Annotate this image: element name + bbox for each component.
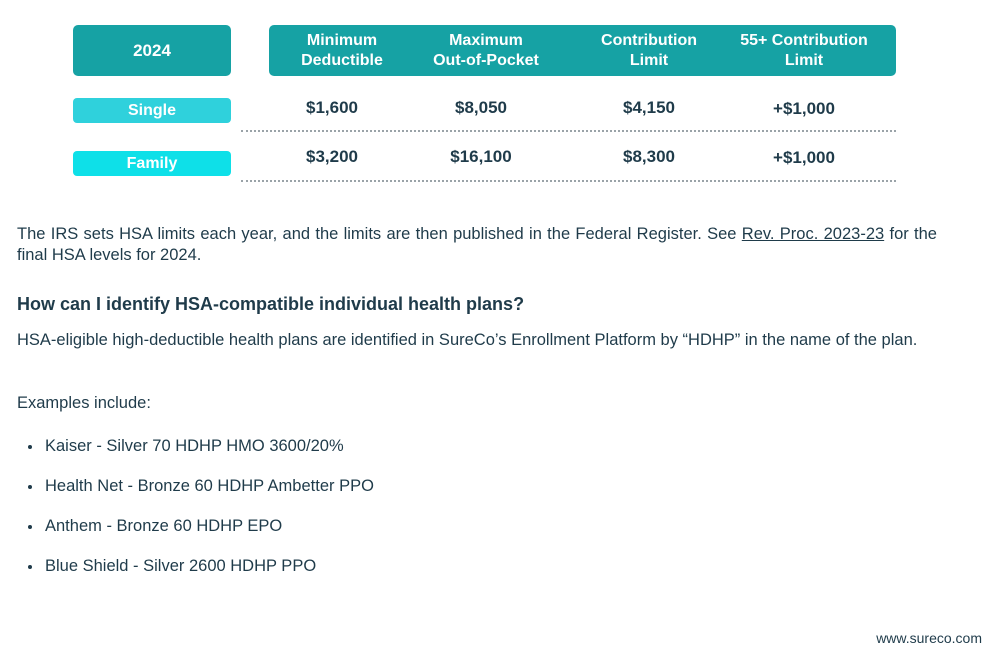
year-label: 2024 xyxy=(133,40,171,60)
family-55-plus-contribution-limit: +$1,000 xyxy=(773,148,835,167)
section-heading: How can I identify HSA-compatible individual health plans? xyxy=(17,294,525,314)
row-label-text: Family xyxy=(126,154,178,172)
single-contribution-limit: $4,150 xyxy=(623,98,675,117)
year-header-cell xyxy=(73,25,231,76)
header-maximum-out-of-pocket xyxy=(406,25,566,76)
header-line: Minimum xyxy=(306,31,378,49)
examples-label: Examples include: xyxy=(17,394,151,412)
row-divider xyxy=(241,180,896,182)
single-maximum-out-of-pocket: $8,050 xyxy=(455,98,507,117)
family-maximum-out-of-pocket: $16,100 xyxy=(450,147,512,166)
header-line: Maximum xyxy=(449,31,523,49)
header-55-plus-contribution-limit xyxy=(719,25,889,76)
intro-text: The IRS sets HSA limits each year, and the limits are then published in the Federal Register. See xyxy=(17,225,742,243)
header-line: Limit xyxy=(784,51,824,69)
bullet-icon xyxy=(28,485,32,489)
footer-url: www.sureco.com xyxy=(876,630,982,646)
header-line: Limit xyxy=(629,51,669,69)
bullet-icon xyxy=(28,445,32,449)
row-label-text: Single xyxy=(127,101,176,119)
rev-proc-link[interactable]: Rev. Proc. 2023-23 xyxy=(741,225,885,243)
list-item-text: Anthem - Bronze 60 HDHP EPO xyxy=(45,517,283,535)
family-minimum-deductible: $3,200 xyxy=(306,147,358,166)
row-divider xyxy=(241,130,896,132)
intro-paragraph xyxy=(17,224,937,266)
header-line: 55+ Contribution xyxy=(740,31,868,49)
single-minimum-deductible: $1,600 xyxy=(306,98,358,117)
row-label-family xyxy=(73,151,231,176)
bullet-icon xyxy=(28,525,32,529)
header-contribution-limit xyxy=(569,25,729,76)
header-minimum-deductible xyxy=(262,25,422,76)
list-item-text: Kaiser - Silver 70 HDHP HMO 3600/20% xyxy=(45,437,344,455)
list-item-text: Blue Shield - Silver 2600 HDHP PPO xyxy=(45,557,317,575)
header-line: Deductible xyxy=(301,51,383,69)
intro-text: for the final HSA levels for 2024. xyxy=(17,225,937,264)
header-line: Contribution xyxy=(601,31,697,49)
header-line: Out-of-Pocket xyxy=(433,51,539,69)
bullet-icon xyxy=(28,565,32,569)
section-body: HSA-eligible high-deductible health plans are identified in SureCo’s Enrollment Platform by “HDHP” in the name of the plan. xyxy=(17,331,918,349)
single-55-plus-contribution-limit: +$1,000 xyxy=(773,99,835,118)
list-item-text: Health Net - Bronze 60 HDHP Ambetter PPO xyxy=(45,477,374,495)
family-contribution-limit: $8,300 xyxy=(623,147,675,166)
row-label-single xyxy=(73,98,231,123)
